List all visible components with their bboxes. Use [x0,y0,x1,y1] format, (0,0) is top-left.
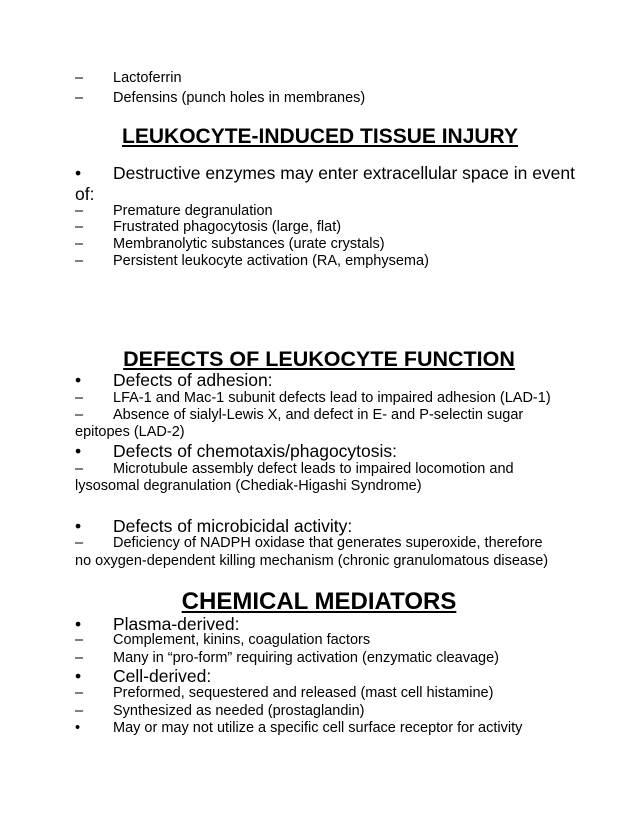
bullet-continuation: of: [75,184,95,204]
list-item-continuation: lysosomal degranulation (Chediak-Higashi Syndrome) [75,478,422,494]
section-heading-leukocyte-defects: DEFECTS OF LEUKOCYTE FUNCTION [123,347,515,371]
section-heading-tissue-injury: LEUKOCYTE-INDUCED TISSUE INJURY [122,125,518,148]
list-item-continuation: no oxygen-dependent killing mechanism (chronic granulomatous disease) [75,553,549,569]
section-heading-chemical-mediators: CHEMICAL MEDIATORS [181,588,457,615]
list-item-continuation: epitopes (LAD-2) [75,424,185,440]
document-page: – Lactoferrin – Defensins (punch holes in membranes) LEUKOCYTE-INDUCED TISSUE INJURY • Destructive enzymes may enter extracellular space in event of: – Premature degranulation – Frustrated phagocytosis (large, flat) – Membranolytic substances (urate crystals) – Persistent leukocyte activation (RA, emphysema) DEFECTS OF LEUKOCYTE FUNCTION • Defects of adhesion: – LFA-1 and Mac-1 subunit defects lead to impaired adhesion (LAD-1) – Absence of sialyl-Lewis X, and defect in E- and P-selectin sugar epitopes (LAD-2) • Defects of chemotaxis/phagocytosis: – Microtubule assembly defect leads to impaired locomotion and lysosomal degranulation (Chediak-Higashi Syndrome) • Defects of microbicidal activity: – Deficiency of NADPH oxidase that generates superoxide, therefore no oxygen-dependent killing mechanism (chronic granulomatous disease) CHEMICAL MEDIATORS • Plasma-derived: – Complement, kinins, coagulation factors – Many in “pro-form” requiring activation (enzymatic cleavage) • Cell-derived: – Preformed, sequestered and released (mast cell histamine) – Synthesized as needed (prostaglandin) • May or may not utilize a specific cell surface receptor for activity [0,0,638,826]
